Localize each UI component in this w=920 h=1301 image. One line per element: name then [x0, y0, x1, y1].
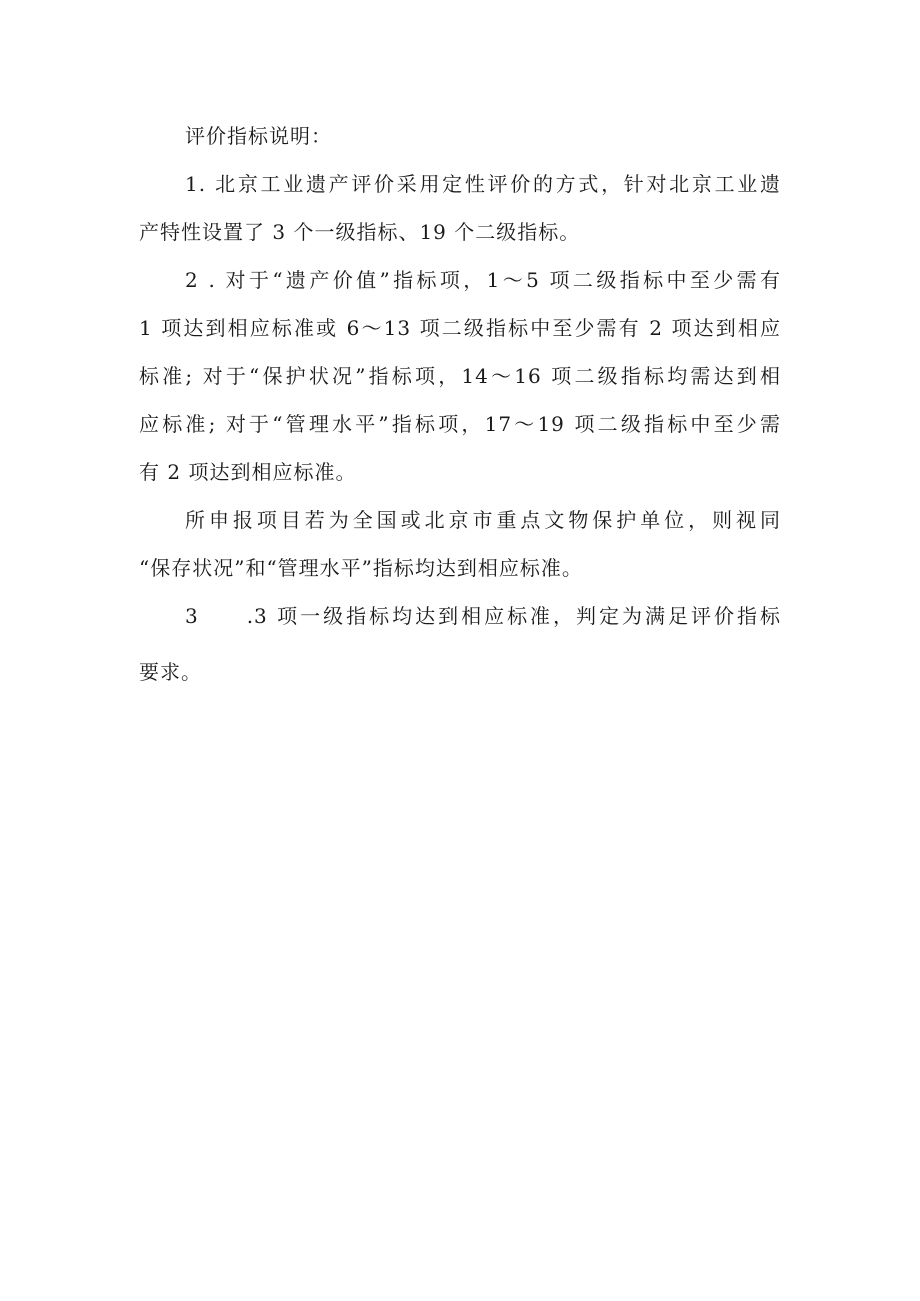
paragraph-3-line-2: “保存状况”和“管理水平”指标均达到相应标准。 [139, 556, 583, 580]
paragraph-2-line-4: 应标准; 对于“管理水平”指标项，17～19 项二级指标中至少需 [139, 412, 781, 436]
paragraph-1-line-2: 产特性设置了 3 个一级指标、19 个二级指标。 [139, 220, 581, 244]
section-heading: 评价指标说明： [185, 124, 332, 148]
paragraph-2-line-3: 标准; 对于“保护状况”指标项，14～16 项二级指标均需达到相 [139, 364, 781, 388]
paragraph-4-line-2: 要求。 [139, 660, 202, 684]
paragraph-1-line-1: 1. 北京工业遗产评价采用定性评价的方式，针对北京工业遗 [185, 172, 781, 196]
paragraph-2-line-1: 2 . 对于“遗产价值”指标项，1～5 项二级指标中至少需有 [185, 268, 781, 292]
paragraph-2-line-2: 1 项达到相应标准或 6～13 项二级指标中至少需有 2 项达到相应 [139, 316, 781, 340]
paragraph-4-line-1: 3 .3 项一级指标均达到相应标准，判定为满足评价指标 [185, 604, 781, 628]
paragraph-3-line-1: 所申报项目若为全国或北京市重点文物保护单位，则视同 [185, 508, 781, 532]
document-body [139, 112, 781, 696]
paragraph-2-line-5: 有 2 项达到相应标准。 [139, 460, 357, 484]
